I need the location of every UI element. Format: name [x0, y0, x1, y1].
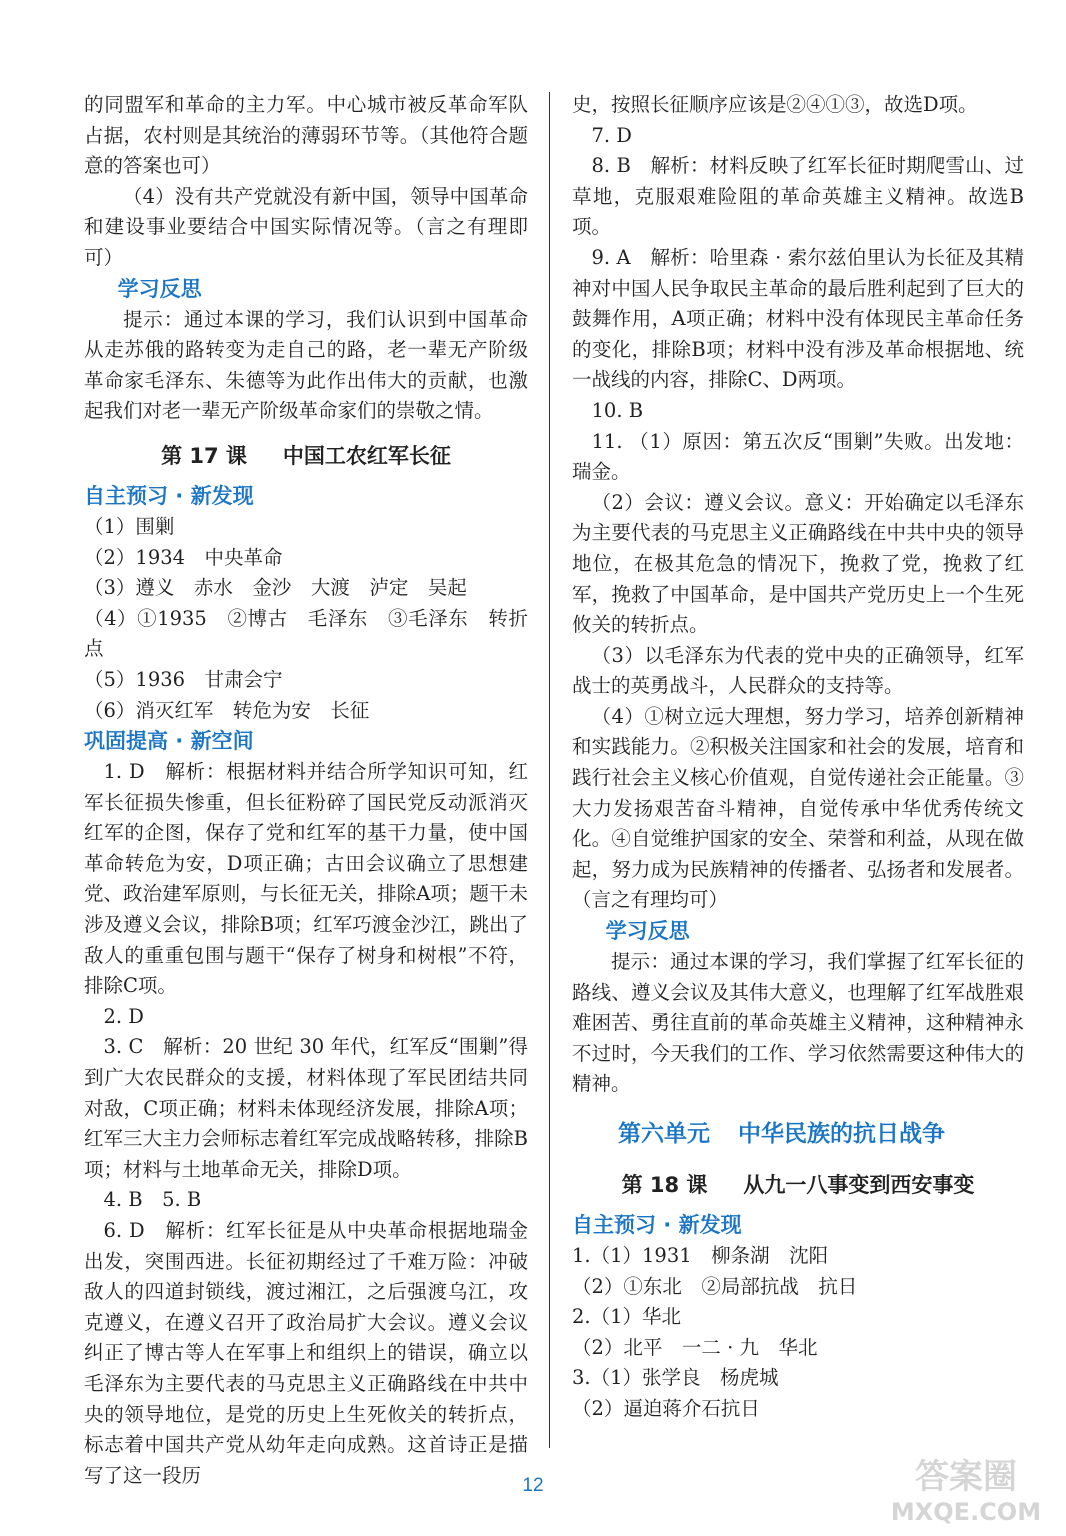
answer-q4: （4）没有共产党就没有新中国，领导中国革命和建设事业要结合中国实际情况等。（言之有理即可）: [84, 184, 528, 269]
answer-11-1: 11. （1）原因：第五次反“围剿”失败。出发地：瑞金。: [572, 429, 1024, 484]
answer-6-continuation: 史，按照长征顺序应该是②④①③，故选D项。: [572, 93, 978, 116]
preview-item: （2）北平 一二 · 九 华北: [572, 1335, 818, 1359]
preview-item: （5）1936 甘肃会宁: [84, 667, 283, 691]
lesson-heading: [572, 1170, 1024, 1200]
reflection-text: 提示：通过本课的学习，我们认识到中国革命从走苏俄的路转变为走自己的路，老一辈无产阶级革命家毛泽东、朱德等为此作出伟大的贡献，也激起我们对老一辈无产阶级革命家们的崇敬之情。: [84, 307, 528, 423]
right-column: [572, 90, 1024, 1425]
answer-11-2: （2）会议：遵义会议。意义：开始确定以毛泽东为主要代表的马克思主义正确路线在中共中央的领导地位，在极其危急的情况下，挽救了党，挽救了红军，挽救了中国革命，是中国共产党历史上一个生死攸关的转折点。: [572, 490, 1024, 637]
answer-10: 10. B: [591, 398, 644, 422]
lesson-number: 第 18 课: [621, 1173, 708, 1197]
preview-item: （1）围剿: [84, 514, 175, 538]
left-column: [84, 90, 528, 1491]
preview-item: （2）逼迫蒋介石抗日: [572, 1396, 760, 1420]
watermark-url: MXQE.COM: [890, 1498, 1042, 1526]
answer-continuation: 的同盟军和革命的主力军。中心城市被反革命军队占据，农村则是其统治的薄弱环节等。（其他符合题意的答案也可）: [84, 93, 528, 178]
column-divider: [549, 92, 550, 1448]
preview-item: （4）①1935 ②博古 毛泽东 ③毛泽东 转折点: [84, 606, 528, 661]
lesson-title: 从九一八事变到西安事变: [743, 1173, 975, 1197]
answer-1: 1. D 解析：根据材料并结合所学知识可知，红军长征损失惨重，但长征粉碎了国民党反动派消灭红军的企图，保存了党和红军的基干力量，使中国革命转危为安，D项正确；古田会议确立了思想建党、政治建军原则，与长征无关，排除A项；题干未涉及遵义会议，排除B项；红军巧渡金沙江，跳出了敌人的重重包围与题干“保存了树身和树根”不符，排除C项。: [84, 760, 528, 998]
answer-11-4: （4）①树立远大理想，努力学习，培养创新精神和实践能力。②积极关注国家和社会的发展，培育和践行社会主义核心价值观，自觉传递社会正能量。③大力发扬艰苦奋斗精神，自觉传承中华优秀传统文化。④自觉维护国家的安全、荣誉和利益，从现在做起，努力成为民族精神的传播者、弘扬者和发展者。（言之有理均可）: [572, 704, 1024, 912]
section-title-reflection: 学习反思: [117, 276, 202, 301]
page-number: 12: [522, 1475, 544, 1496]
answer-2: 2. D: [103, 1004, 144, 1028]
section-title-consolidate: 巩固提高 · 新空间: [84, 729, 254, 754]
preview-item: （3）遵义 赤水 金沙 大渡 泸定 吴起: [84, 576, 467, 600]
preview-item: 3.（1）张学良 杨虎城: [572, 1366, 779, 1390]
answer-8: 8. B 解析：材料反映了红军长征时期爬雪山、过草地，克服艰难险阻的革命英雄主义精神。故选B项。: [572, 154, 1024, 239]
answer-11-3: （3）以毛泽东为代表的党中央的正确领导，红军战士的英勇战斗，人民群众的支持等。: [572, 643, 1024, 698]
reflection-text: 提示：通过本课的学习，我们掌握了红军长征的路线、遵义会议及其伟大意义，也理解了红军战胜艰难困苦、勇往直前的革命英雄主义精神，这种精神永不过时，今天我们的工作、学习依然需要这种伟大的精神。: [572, 950, 1024, 1096]
answer-4-5: 4. B 5. B: [103, 1188, 202, 1212]
section-title-preview: 自主预习 · 新发现: [84, 483, 254, 508]
answer-9: 9. A 解析：哈里森 · 索尔兹伯里认为长征及其精神对中国人民争取民主革命的最后胜利起到了巨大的鼓舞作用，A项正确；材料中没有体现民主革命任务的变化，排除B项；材料中没有涉及革命根据地、统一战线的内容，排除C、D两项。: [572, 245, 1024, 392]
section-title-reflection: 学习反思: [605, 919, 690, 944]
unit-heading: [618, 1118, 1024, 1150]
preview-item: 2.（1）华北: [572, 1305, 682, 1329]
preview-item: （2）①东北 ②局部抗战 抗日: [572, 1274, 858, 1298]
preview-item: 1.（1）1931 柳条湖 沈阳: [572, 1244, 829, 1267]
answer-6: 6. D 解析：红军长征是从中央革命根据地瑞金出发，突围西进。长征初期经过了千难万险：冲破敌人的四道封锁线，渡过湘江，之后强渡乌江，攻克遵义，在遵义召开了政治局扩大会议。遵义会议纠正了博古等人在军事上和组织上的错误，确立以毛泽东为主要代表的马克思主义正确路线在中共中央的领导地位，是党的历史上生死攸关的转折点，标志着中国共产党从幼年走向成熟。这首诗正是描写了这一段历: [84, 1219, 528, 1487]
lesson-number: 第 17 课: [161, 443, 247, 468]
watermark-text: 答案圈: [915, 1457, 1017, 1497]
unit-number: 第六单元: [618, 1121, 710, 1147]
answer-3: 3. C 解析：20 世纪 30 年代，红军反“围剿”得到广大农民群众的支援，材料体现了军民团结共同对敌，C项正确；材料未体现经济发展，排除A项；红军三大主力会师标志着红军完成战略转移，排除B项；材料与土地革命无关，排除D项。: [84, 1035, 528, 1181]
answer-7: 7. D: [591, 123, 632, 147]
section-title-preview: 自主预习 · 新发现: [572, 1213, 742, 1237]
preview-item: （6）消灭红军 转危为安 长征: [84, 698, 370, 722]
watermark-logo: [880, 1446, 1052, 1528]
unit-title: 中华民族的抗日战争: [738, 1121, 945, 1147]
preview-item: （2）1934 中央革命: [84, 545, 283, 569]
lesson-title: 中国工农红军长征: [282, 443, 451, 468]
lesson-heading: [84, 441, 528, 471]
